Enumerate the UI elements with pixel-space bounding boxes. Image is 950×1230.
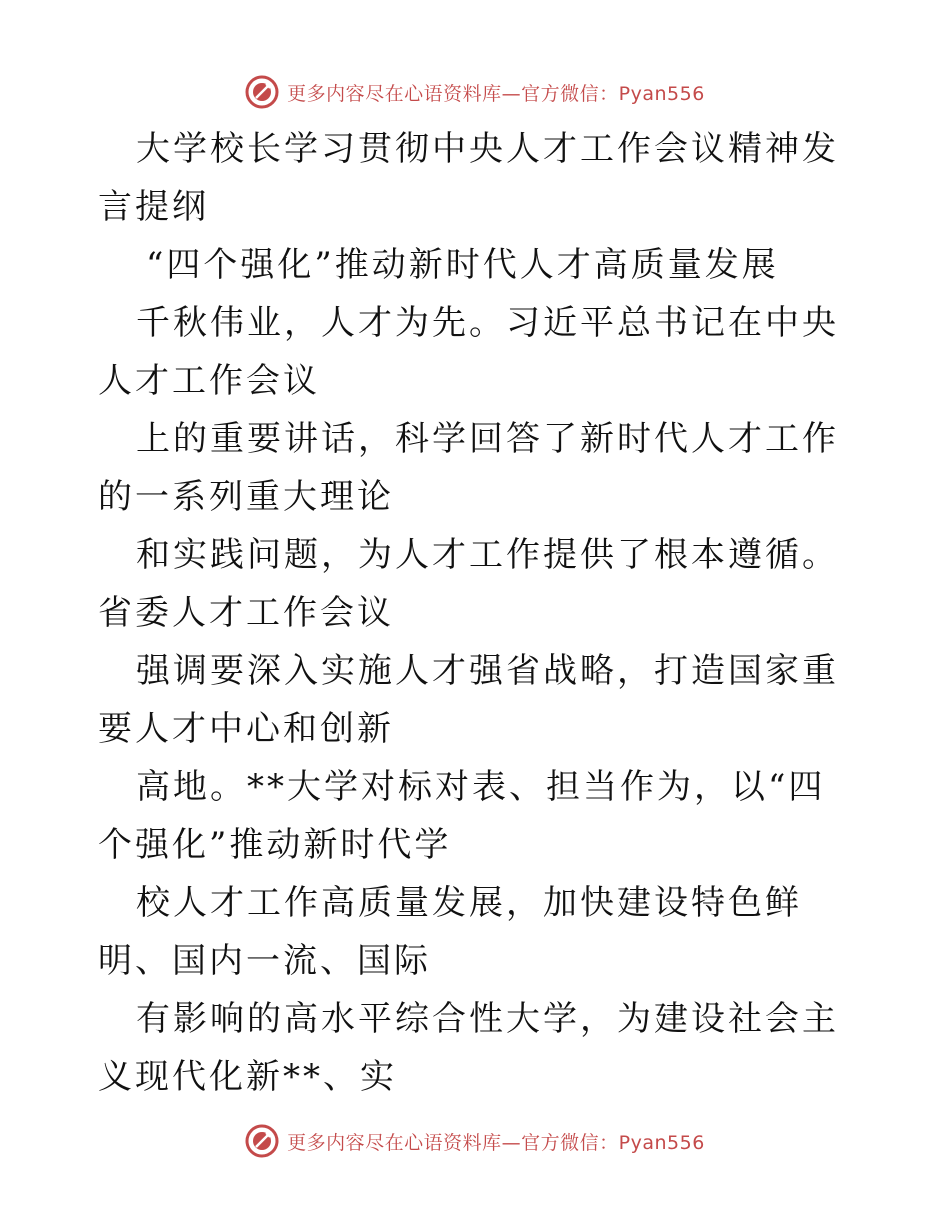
paragraph-line: 校人才工作高质量发展，加快建设特色鲜明、国内一流、国际 <box>98 883 802 981</box>
red-seal-pen-icon <box>245 1124 279 1158</box>
document-title: 大学校长学习贯彻中央人才工作会议精神发言提纲 <box>98 129 839 227</box>
paragraph-line: 强调要深入实施人才强省战略，打造国家重要人才中心和创新 <box>98 651 839 749</box>
watermark-footer <box>0 1121 950 1161</box>
paragraph-line: 高地。**大学对标对表、担当作为，以“四个强化”推动新时代学 <box>98 767 826 865</box>
document-subtitle: “四个强化”推动新时代人才高质量发展 <box>146 245 779 285</box>
paragraph-line: 和实践问题，为人才工作提供了根本遵循。省委人才工作会议 <box>98 535 839 633</box>
document-body <box>98 120 858 1106</box>
paragraph-line: 千秋伟业，人才为先。习近平总书记在中央人才工作会议 <box>98 303 839 401</box>
watermark-header <box>0 72 950 112</box>
watermark-text: 更多内容尽在心语资料库—官方微信：Pyan556 <box>287 82 705 105</box>
watermark-text: 更多内容尽在心语资料库—官方微信：Pyan556 <box>287 1131 705 1154</box>
paragraph-line: 上的重要讲话，科学回答了新时代人才工作的一系列重大理论 <box>98 419 839 517</box>
red-seal-pen-icon <box>245 75 279 109</box>
paragraph-line: 有影响的高水平综合性大学，为建设社会主义现代化新**、实 <box>98 999 839 1097</box>
